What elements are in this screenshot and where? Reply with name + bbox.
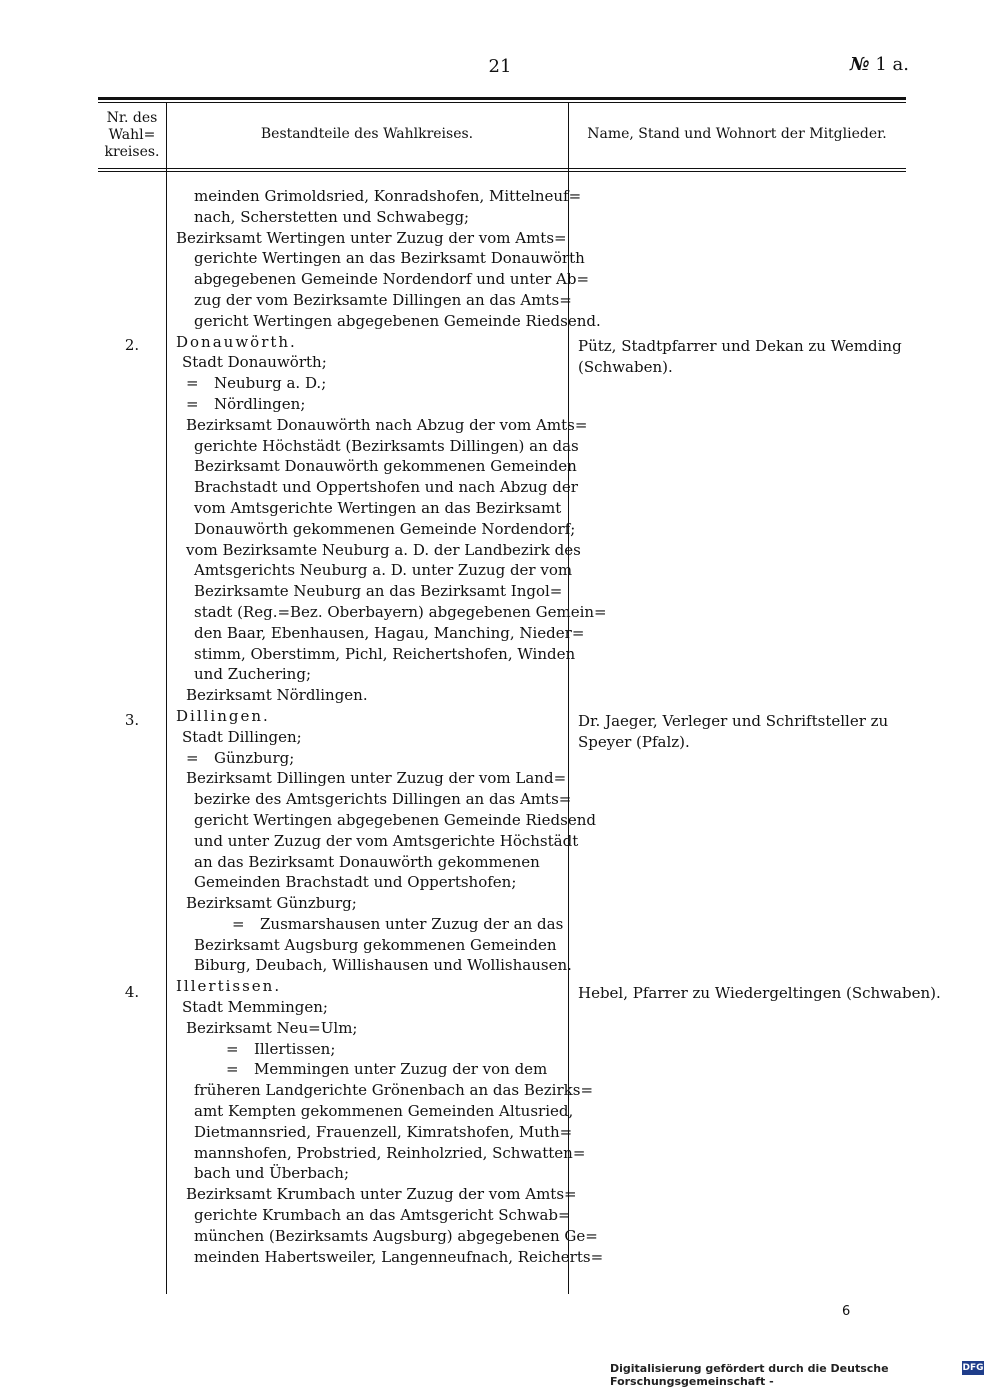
dfg-logo-icon: DFG (962, 1363, 984, 1373)
district-line: Bezirksamt Günzburg; (186, 894, 357, 913)
member-line: (Schwaben). (578, 357, 673, 376)
continuation-line: gericht Wertingen abgegebenen Gemeinde Riedsend. (194, 311, 601, 330)
district-composition-column (176, 186, 607, 1267)
ditto-mark: = (226, 1039, 239, 1058)
district-name: Dillingen. (176, 706, 270, 725)
column-divider-1 (166, 102, 167, 1294)
district-line: Gemeinden Brachstadt und Oppertshofen; (194, 873, 517, 892)
column-header-nr-line: kreises. (104, 144, 160, 160)
district-line: früheren Landgerichte Grönenbach an das Bezirks= (194, 1081, 594, 1100)
district-number: 2. (124, 336, 140, 354)
sheet-signature: 6 (842, 1304, 851, 1319)
district-line: vom Amtsgerichte Wertingen an das Bezirksamt (194, 498, 562, 517)
table-top-rule-thin (98, 102, 906, 103)
district-line: gerichte Krumbach an das Amtsgericht Schwab= (194, 1206, 571, 1225)
district-line: Günzburg; (214, 748, 295, 767)
document-number (850, 54, 909, 75)
numero-symbol: № (850, 54, 870, 75)
ditto-mark: = (186, 748, 199, 767)
document-number-value: 1 a. (875, 54, 909, 75)
district-line: und Zuchering; (194, 665, 311, 684)
district-line: gerichte Höchstädt (Bezirksamts Dillingen) an das (194, 436, 579, 455)
district-line: Bezirksamt Dillingen unter Zuzug der vom Land= (186, 769, 567, 788)
district-line: meinden Habertsweiler, Langenneufnach, Reicherts= (194, 1247, 604, 1266)
district-line: Bezirksamt Nördlingen. (186, 686, 368, 705)
district-line: mannshofen, Probstried, Reinholzried, Schwatten= (194, 1143, 586, 1162)
page-number: 21 (488, 56, 512, 77)
district-line: Donauwörth gekommenen Gemeinde Nordendorf; (194, 519, 576, 538)
district-member (578, 711, 908, 753)
district-line: Memmingen unter Zuzug der von dem (254, 1060, 548, 1079)
continuation-line: zug der vom Bezirksamte Dillingen an das Amts= (194, 290, 572, 309)
district-line: Nördlingen; (214, 394, 306, 413)
district-line: Dietmannsried, Frauenzell, Kimratshofen, Muth= (194, 1122, 573, 1141)
member-line: Pütz, Stadtpfarrer und Dekan zu Wemding (578, 337, 902, 355)
district-line: bach und Überbach; (194, 1164, 350, 1183)
district-line: Brachstadt und Oppertshofen und nach Abzug der (194, 478, 578, 497)
district-line: bezirke des Amtsgerichts Dillingen an das Amts= (194, 790, 572, 809)
district-line: münchen (Bezirksamts Augsburg) abgegebenen Ge= (194, 1226, 598, 1245)
district-line: den Baar, Ebenhausen, Hagau, Manching, Nieder= (194, 623, 585, 642)
ditto-mark: = (226, 1060, 239, 1079)
district-line: Biburg, Deubach, Willishausen und Wollishausen. (194, 956, 572, 975)
district-line: amt Kempten gekommenen Gemeinden Altusried, (194, 1102, 574, 1121)
member-line: Dr. Jaeger, Verleger und Schriftsteller zu (578, 712, 889, 730)
ditto-mark: = (186, 394, 199, 413)
district-line: gericht Wertingen abgegebenen Gemeinde Riedsend (194, 810, 596, 829)
district-line: Neuburg a. D.; (214, 374, 327, 393)
district-line: stimm, Oberstimm, Pichl, Reichertshofen, Winden (194, 644, 576, 663)
district-line: stadt (Reg.=Bez. Oberbayern) abgegebenen Gemein= (194, 602, 607, 621)
district-line: Bezirksamt Donauwörth nach Abzug der vom Amts= (186, 415, 588, 434)
ditto-mark: = (232, 914, 245, 933)
table-top-rule (98, 97, 906, 100)
district-line: Stadt Dillingen; (182, 727, 302, 746)
district-name: Donauwörth. (176, 332, 297, 351)
continuation-line: abgegebenen Gemeinde Nordendorf und unter Ab= (194, 270, 590, 289)
continuation-line: meinden Grimoldsried, Konradshofen, Mittelneuf= (194, 187, 582, 205)
district-line: Bezirksamt Donauwörth gekommenen Gemeinden (194, 457, 577, 476)
district-member (578, 983, 941, 1004)
table-header-rule-double (98, 171, 906, 172)
district-line: Bezirksamt Neu=Ulm; (186, 1018, 358, 1037)
district-line: Bezirksamt Augsburg gekommenen Gemeinden (194, 935, 557, 954)
district-line: Amtsgerichts Neuburg a. D. unter Zuzug der vom (194, 561, 573, 580)
column-header-bestandteile: Bestandteile des Wahlkreises. (260, 126, 474, 142)
district-line: vom Bezirksamte Neuburg a. D. der Landbezirk des (186, 540, 581, 559)
district-line: Bezirksamt Krumbach unter Zuzug der vom Amts= (186, 1185, 577, 1204)
continuation-line: gerichte Wertingen an das Bezirksamt Donauwörth (194, 249, 585, 268)
district-line: und unter Zuzug der vom Amtsgerichte Höchstädt (194, 831, 579, 850)
continuation-line: nach, Scherstetten und Schwabegg; (194, 207, 470, 226)
district-number: 4. (124, 983, 140, 1001)
ditto-mark: = (186, 374, 199, 393)
digitization-footer: Digitalisierung gefördert durch die Deutsche Forschungsgemeinschaft - (610, 1362, 889, 1388)
column-header-nr-line: Nr. des (106, 110, 158, 126)
district-member (578, 336, 908, 378)
district-line: Bezirksamte Neuburg an das Bezirksamt Ingol= (194, 582, 563, 601)
column-header-mitglieder: Name, Stand und Wohnort der Mitglieder. (587, 126, 887, 142)
table-header-rule (98, 168, 906, 169)
district-number: 3. (124, 711, 140, 729)
member-line: Speyer (Pfalz). (578, 732, 690, 751)
district-line: Stadt Memmingen; (182, 998, 328, 1017)
district-line: Illertissen; (254, 1039, 336, 1058)
continuation-line: Bezirksamt Wertingen unter Zuzug der vom Amts= (176, 228, 567, 247)
district-line: an das Bezirksamt Donauwörth gekommenen (194, 852, 540, 871)
column-header-nr (98, 110, 166, 161)
district-line: Stadt Donauwörth; (182, 353, 327, 372)
member-line: Hebel, Pfarrer zu Wiedergeltingen (Schwaben). (578, 984, 941, 1002)
column-header-nr-line: Wahl= (108, 127, 156, 143)
district-line: Zusmarshausen unter Zuzug der an das (260, 914, 564, 933)
district-name: Illertissen. (176, 977, 282, 996)
